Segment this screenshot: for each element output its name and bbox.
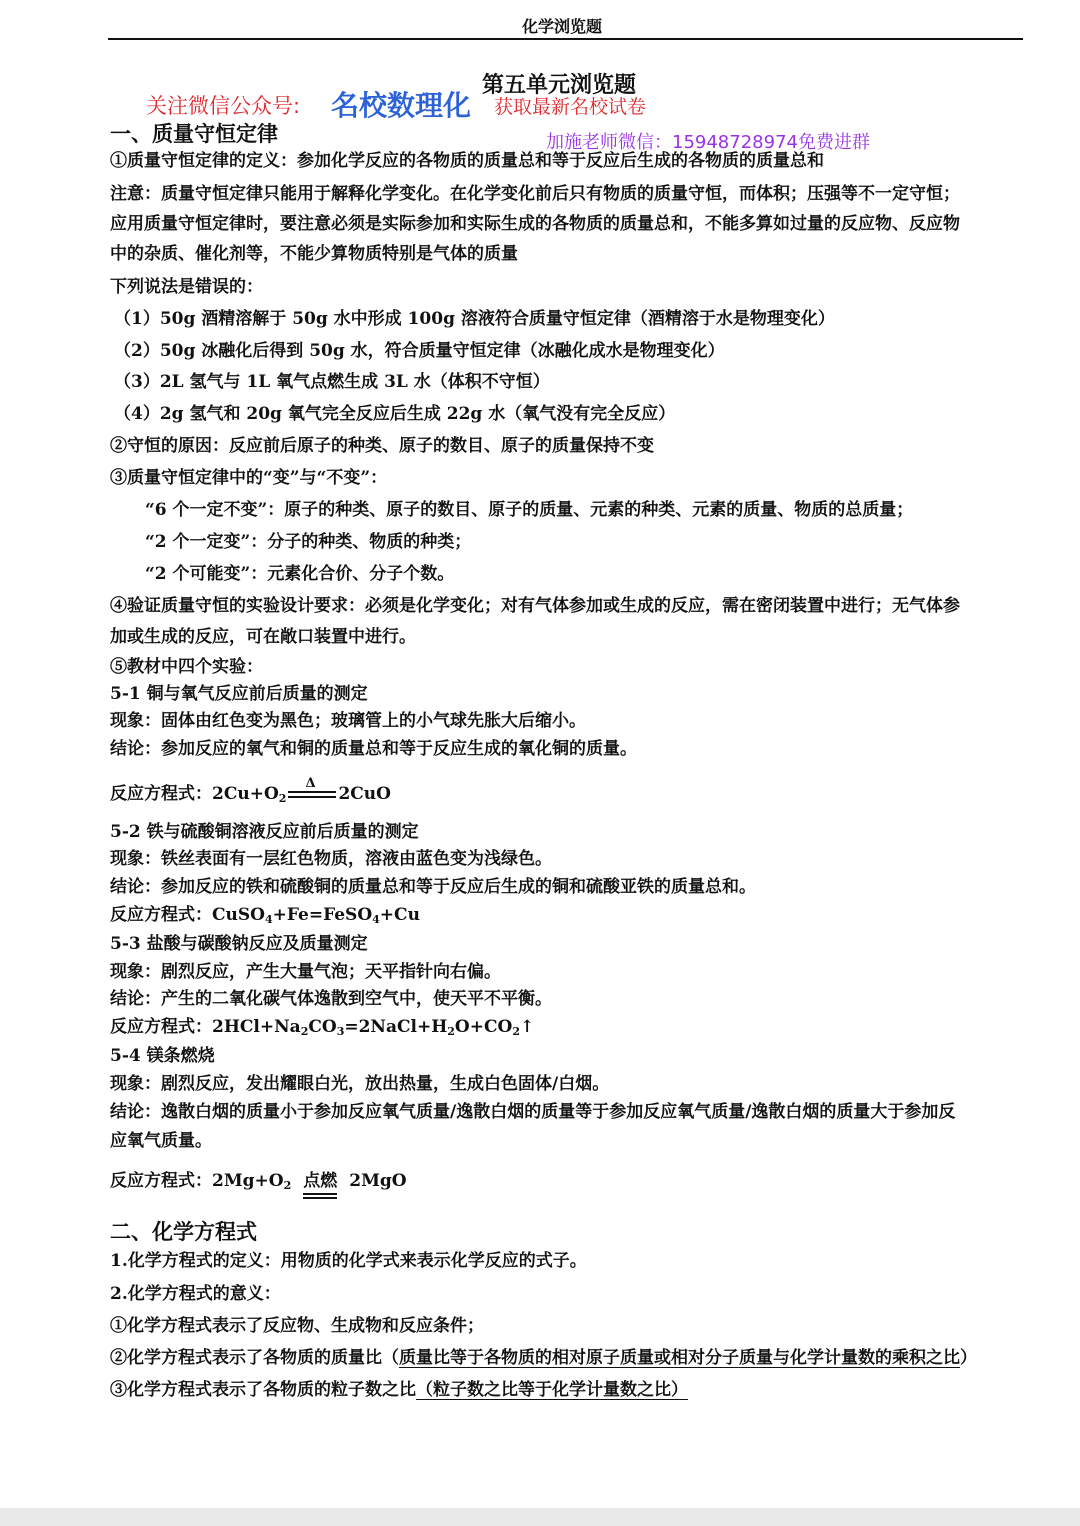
section1-heading: 一、质量守恒定律 — [110, 121, 278, 146]
equation-meaning-heading: 2.化学方程式的意义： — [110, 1284, 281, 1304]
heating-equals-sign — [286, 776, 338, 803]
two-may-change: “2 个可能变”：元素化合价、分子个数。 — [145, 564, 455, 584]
wrong-statements-intro: 下列说法是错误的： — [110, 277, 263, 297]
subscript: 2 — [278, 792, 287, 805]
equation-part: +Fe=FeSO — [272, 905, 373, 925]
equation-definition: 1.化学方程式的定义：用物质的化学式来表示化学反应的式子。 — [110, 1251, 587, 1271]
experiment-design-requirement: ④验证质量守恒的实验设计要求：必须是化学变化；对有气体参加或生成的反应，需在密闭装置中进行；无气体参 — [110, 596, 960, 616]
experiment-conclusion: 结论：产生的二氧化碳气体逸散到空气中，使天平不平衡。 — [110, 989, 552, 1009]
equation-label: 反应方程式： — [110, 1017, 212, 1037]
equation-label: 反应方程式： — [110, 784, 212, 804]
meaning-underlined: （粒子数之比等于化学计量数之比） — [416, 1380, 688, 1400]
experiment-title: 5-2 铁与硫酸铜溶液反应前后质量的测定 — [110, 822, 419, 842]
header-rule — [108, 38, 1023, 40]
experiment-title: 5-1 铜与氧气反应前后质量的测定 — [110, 684, 368, 704]
note-line: 中的杂质、催化剂等，不能少算物质特别是气体的质量 — [110, 244, 518, 264]
equation-hcl-na2co3 — [110, 1016, 534, 1043]
experiment-title: 5-3 盐酸与碳酸钠反应及质量测定 — [110, 934, 368, 954]
equation-rhs: 2MgO — [349, 1171, 407, 1191]
meaning-underlined: 质量比等于各物质的相对原子质量或相对分子质量与化学计量数的乘积之比 — [399, 1348, 960, 1368]
equation-mg-o2 — [110, 1170, 407, 1197]
equation-part: +Cu — [379, 905, 420, 925]
section2-heading: 二、化学方程式 — [110, 1219, 257, 1244]
page-header-title: 化学浏览题 — [522, 17, 603, 36]
experiment-title: 5-4 镁条燃烧 — [110, 1046, 215, 1066]
experiment-phenomenon: 现象：铁丝表面有一层红色物质，溶液由蓝色变为浅绿色。 — [110, 849, 552, 869]
change-invariant-heading: ③质量守恒定律中的“变”与“不变”： — [110, 468, 388, 488]
conservation-reason: ②守恒的原因：反应前后原子的种类、原子的数目、原子的质量保持不变 — [110, 436, 654, 456]
equation-part: =2NaCl+H — [344, 1017, 448, 1037]
two-changed: “2 个一定变”：分子的种类、物质的种类； — [145, 532, 472, 552]
subscript: 2 — [283, 1179, 292, 1192]
equation-lhs: 2Mg+O — [212, 1171, 284, 1191]
wrong-statement: （4）2g 氢气和 20g 氧气完全反应后生成 22g 水（氧气没有完全反应） — [114, 404, 676, 424]
textbook-experiments-heading: ⑤教材中四个实验： — [110, 657, 263, 677]
experiment-phenomenon: 现象：固体由红色变为黑色；玻璃管上的小气球先胀大后缩小。 — [110, 711, 586, 731]
watermark-follow-suffix: 获取最新名校试卷 — [494, 96, 647, 118]
equation-meaning-1: ①化学方程式表示了反应物、生成物和反应条件； — [110, 1316, 484, 1336]
meaning-text: ②化学方程式表示了各物质的质量比（ — [110, 1348, 399, 1368]
equation-label: 反应方程式： — [110, 905, 212, 925]
equation-cu-o2 — [110, 776, 391, 810]
six-unchanged: “6 个一定不变”：原子的种类、原子的数目、原子的质量、元素的种类、元素的质量、物质的总质量； — [145, 500, 914, 520]
experiment-design-requirement: 加或生成的反应，可在敞口装置中进行。 — [110, 627, 416, 647]
watermark-follow-prefix: 关注微信公众号: — [146, 94, 301, 118]
scan-bottom-edge — [0, 1508, 1080, 1526]
equation-fe-cuso4 — [110, 904, 420, 931]
equation-part: CuSO — [212, 905, 265, 925]
meaning-text: ③化学方程式表示了各物质的粒子数之比 — [110, 1380, 416, 1400]
unit-title: 第五单元浏览题 — [482, 72, 637, 98]
subscript: 3 — [336, 1025, 345, 1038]
equation-lhs: 2Cu+O — [212, 784, 279, 804]
note-line: 应用质量守恒定律时，要注意必须是实际参加和实际生成的各物质的质量总和，不能多算如过量的反应物、反应物 — [110, 214, 960, 234]
watermark-account-name: 名校数理化 — [331, 89, 472, 122]
watermark-contact: 加施老师微信：15948728974免费进群 — [546, 132, 870, 153]
subscript: 2 — [300, 1025, 309, 1038]
wrong-statement: （3）2L 氢气与 1L 氧气点燃生成 3L 水（体积不守恒） — [114, 372, 550, 392]
subscript: 4 — [264, 913, 273, 926]
heating-condition: Δ — [305, 776, 316, 791]
experiment-conclusion: 结论：参加反应的氧气和铜的质量总和等于反应生成的氧化铜的质量。 — [110, 739, 637, 759]
subscript: 2 — [447, 1025, 455, 1038]
ignition-condition — [303, 1170, 337, 1192]
gas-arrow: ↑ — [519, 1017, 535, 1037]
equation-meaning-2 — [110, 1347, 977, 1369]
experiment-phenomenon: 现象：剧烈反应，发出耀眼白光，放出热量，生成白色固体/白烟。 — [110, 1074, 610, 1094]
wrong-statement: （1）50g 酒精溶解于 50g 水中形成 100g 溶液符合质量守恒定律（酒精溶于水是物理变化） — [114, 309, 835, 329]
wrong-statement: （2）50g 冰融化后得到 50g 水，符合质量守恒定律（冰融化成水是物理变化） — [114, 341, 725, 361]
experiment-conclusion: 应氧气质量。 — [110, 1131, 212, 1151]
equation-meaning-3 — [110, 1379, 688, 1401]
equation-part: 2HCl+Na — [212, 1017, 301, 1037]
experiment-conclusion: 结论：逸散白烟的质量小于参加反应氧气质量/逸散白烟的质量等于参加反应氧气质量/逸散白烟的质量大于参加反 — [110, 1102, 956, 1122]
note-line: 注意：质量守恒定律只能用于解释化学变化。在化学变化前后只有物质的质量守恒，而体积；压强等不一定守恒； — [110, 184, 960, 204]
equation-part: CO — [308, 1017, 337, 1037]
ignition-label: 点燃 — [303, 1171, 338, 1191]
experiment-conclusion: 结论：参加反应的铁和硫酸铜的质量总和等于反应后生成的铜和硫酸亚铁的质量总和。 — [110, 877, 756, 897]
equation-rhs: 2CuO — [338, 784, 391, 804]
equation-part: O+CO — [454, 1017, 513, 1037]
subscript: 4 — [372, 913, 380, 926]
equation-label: 反应方程式： — [110, 1171, 212, 1191]
subscript: 2 — [512, 1025, 520, 1038]
meaning-text: ） — [960, 1348, 977, 1368]
experiment-phenomenon: 现象：剧烈反应，产生大量气泡；天平指针向右偏。 — [110, 962, 501, 982]
law-definition: ①质量守恒定律的定义：参加化学反应的各物质的质量总和等于反应后生成的各物质的质量总和 — [110, 151, 824, 171]
